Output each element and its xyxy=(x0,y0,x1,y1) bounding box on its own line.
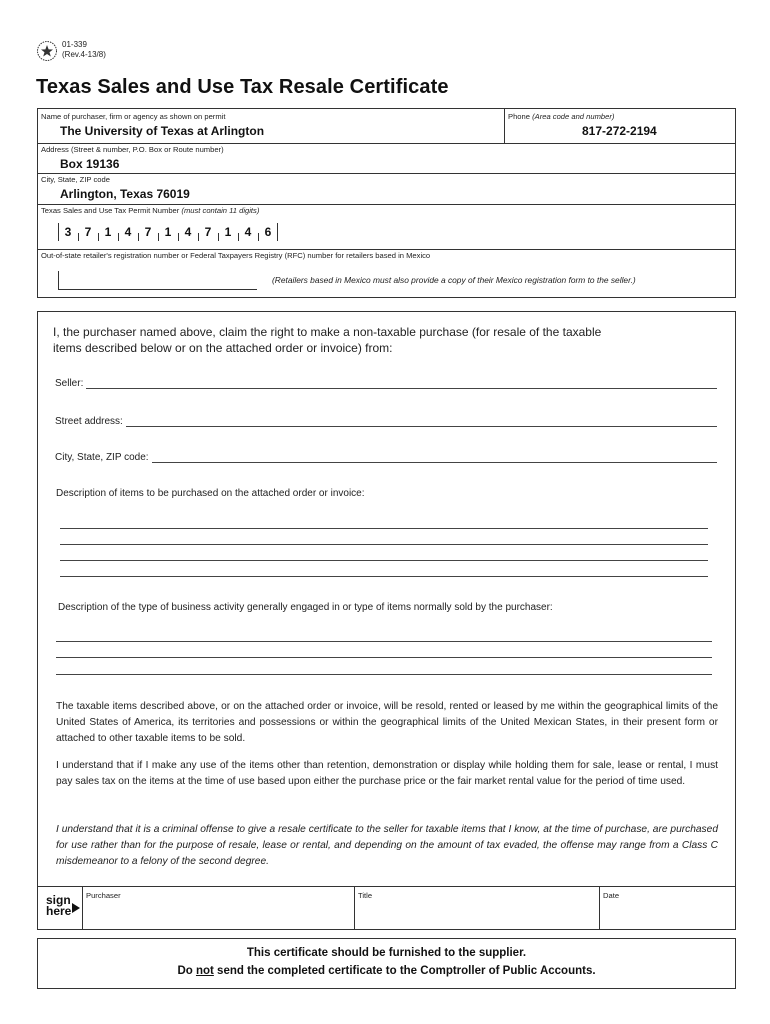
claim-section xyxy=(37,311,736,930)
purchaser-signature-field[interactable] xyxy=(86,901,352,927)
items-description-line[interactable] xyxy=(60,560,708,561)
purchaser-name-field[interactable]: The University of Texas at Arlington xyxy=(60,124,265,138)
footer-line2 xyxy=(38,965,735,977)
footer-line2-pre: Do xyxy=(177,965,196,977)
permit-digit: 3 xyxy=(58,223,78,241)
permit-digit: 6 xyxy=(258,223,278,241)
city-state-zip-label: City, State, ZIP code xyxy=(41,175,110,184)
permit-number-label xyxy=(41,206,259,215)
permit-digit: 1 xyxy=(158,223,178,241)
form-number: 01-339 xyxy=(62,40,87,49)
business-description-line[interactable] xyxy=(56,641,712,642)
divider xyxy=(38,173,735,174)
footer-line2-not: not xyxy=(195,965,214,977)
phone-label xyxy=(508,112,614,121)
divider xyxy=(38,143,735,144)
address-field[interactable]: Box 19136 xyxy=(60,157,120,171)
divider xyxy=(38,249,735,250)
permit-digit: 7 xyxy=(78,223,98,241)
phone-label-text: Phone xyxy=(508,112,530,121)
seller-label: Seller: xyxy=(55,378,84,389)
phone-divider xyxy=(504,109,505,143)
claim-intro-line1: I, the purchaser named above, claim the right to make a non-taxable purchase (for resale of the taxable xyxy=(53,325,602,339)
purchaser-signature-label: Purchaser xyxy=(86,891,121,900)
use-tax-statement: I understand that if I make any use of the items other than retention, demonstration or display while holding them for sale, lease or rental, I must pay sales tax on the items at the time of use based upon either the purchase price or the fair market rental value for the period of time used. xyxy=(56,760,718,787)
purchaser-name-label: Name of purchaser, firm or agency as shown on permit xyxy=(41,112,226,121)
sign-here-word: here xyxy=(46,904,72,918)
phone-label-hint: (Area code and number) xyxy=(532,112,615,121)
permit-digit: 7 xyxy=(138,223,158,241)
permit-digit: 1 xyxy=(98,223,118,241)
form-revision: (Rev.4-13/8) xyxy=(62,50,106,59)
date-field[interactable] xyxy=(603,901,731,927)
seller-row xyxy=(55,378,717,389)
permit-digit: 4 xyxy=(238,223,258,241)
title-label: Title xyxy=(358,891,373,900)
page-title: Texas Sales and Use Tax Resale Certificate xyxy=(36,76,449,98)
sign-here-icon xyxy=(46,895,71,917)
business-description-line[interactable] xyxy=(56,657,712,658)
street-address-input[interactable] xyxy=(126,416,717,427)
rfc-number-field[interactable] xyxy=(58,271,257,290)
texas-seal-icon xyxy=(36,40,58,62)
footer-notice xyxy=(37,938,736,989)
city-row xyxy=(55,452,717,463)
criminal-offense-statement: I understand that it is a criminal offense to give a resale certificate to the seller for taxable items that I know, at the time of purchase, are purchased for use rather than for the purpose of resale, lease or rental, and depending on the amount of tax evaded, the offense may range from a Class C misdemeanor to a felony of the second degree. xyxy=(56,824,718,867)
permit-digit: 7 xyxy=(198,223,218,241)
rfc-number-label: Out-of-state retailer's registration number or Federal Taxpayers Registry (RFC) number for retailers based in Mexico xyxy=(41,251,431,260)
purchaser-info-section xyxy=(37,108,736,298)
items-description-label: Description of items to be purchased on the attached order or invoice: xyxy=(56,488,365,499)
sign-here-word: sign xyxy=(46,893,71,907)
seller-input[interactable] xyxy=(86,378,717,389)
divider xyxy=(354,887,355,929)
divider xyxy=(38,204,735,205)
permit-label-hint: (must contain 11 digits) xyxy=(181,206,260,215)
permit-digit: 4 xyxy=(118,223,138,241)
items-description-line[interactable] xyxy=(60,544,708,545)
footer-line2-post: send the completed certificate to the Comptroller of Public Accounts. xyxy=(213,965,596,977)
permit-digit: 4 xyxy=(178,223,198,241)
footer-line1: This certificate should be furnished to the supplier. xyxy=(246,947,527,959)
street-row xyxy=(55,416,717,427)
arrow-right-icon xyxy=(72,903,80,913)
city-state-zip-field[interactable]: Arlington, Texas 76019 xyxy=(60,187,190,201)
items-description-line[interactable] xyxy=(60,576,708,577)
title-field[interactable] xyxy=(358,901,598,927)
permit-digit: 1 xyxy=(218,223,238,241)
divider xyxy=(82,887,83,929)
seller-city-input[interactable] xyxy=(152,452,717,463)
claim-intro-line2: items described below or on the attached order or invoice) from: xyxy=(53,341,393,355)
divider xyxy=(599,887,600,929)
business-description-line[interactable] xyxy=(56,674,712,675)
business-description-label: Description of the type of business activity generally engaged in or type of items normally sold by the purchaser: xyxy=(58,602,553,613)
resale-statement: The taxable items described above, or on the attached order or invoice, will be resold, rented or leased by me within the geographical limits of the United States of America, its territories and possessions or within the geographical limits of the United Mexican States, in their present form or attached to other taxable items to be sold. xyxy=(56,701,718,744)
items-description-line[interactable] xyxy=(60,528,708,529)
seller-city-label: City, State, ZIP code: xyxy=(55,452,149,463)
permit-number-field[interactable] xyxy=(58,223,278,241)
date-label: Date xyxy=(603,891,620,900)
street-address-label: Street address: xyxy=(55,416,123,427)
phone-field[interactable]: 817-272-2194 xyxy=(582,124,657,138)
rfc-note: (Retailers based in Mexico must also provide a copy of their Mexico registration form to the seller.) xyxy=(272,275,636,285)
address-label: Address (Street & number, P.O. Box or Route number) xyxy=(41,145,224,154)
signature-row xyxy=(38,886,735,929)
form-number-block xyxy=(62,40,106,60)
permit-label-text: Texas Sales and Use Tax Permit Number xyxy=(41,206,180,215)
